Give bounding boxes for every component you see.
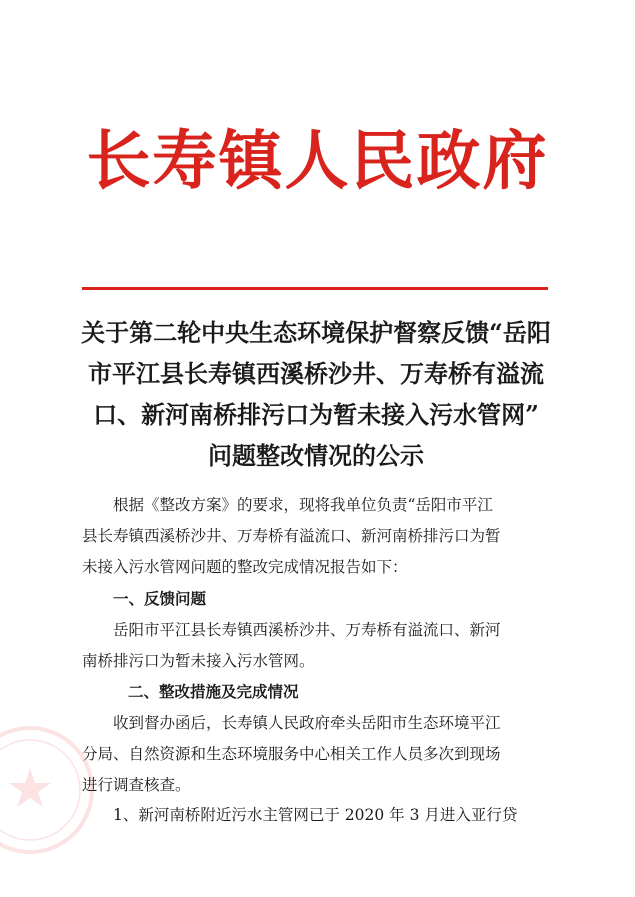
section-heading-feedback: 一、反馈问题 [113,590,207,608]
paragraph-line: 县长寿镇西溪桥沙井、万寿桥有溢流口、新河南桥排污口为暂 [82,527,501,545]
measures-item-1 [82,800,552,831]
document-title [76,312,556,476]
paragraph-line: 南桥排污口为暂未接入污水管网。 [82,652,315,670]
paragraph-line: 岳阳市平江县长寿镇西溪桥沙井、万寿桥有溢流口、新河 [113,621,501,639]
feedback-paragraph [82,615,552,677]
paragraph-line: 分局、自然资源和生态环境服务中心相关工作人员多次到现场 [82,745,501,763]
title-line: 口、新河南桥排污口为暂未接入污水管网” [93,400,539,429]
title-line: 问题整改情况的公示 [208,441,424,470]
section-heading-measures: 二、整改措施及完成情况 [128,683,299,701]
paragraph-line: 根据《整改方案》的要求，现将我单位负责“岳阳市平江 [113,496,493,514]
title-line: 市平江县长寿镇西溪桥沙井、万寿桥有溢流 [88,359,544,388]
title-line: 关于第二轮中央生态环境保护督察反馈“岳阳 [81,318,551,347]
issuer-name: 长寿镇人民政府 [86,124,549,199]
red-divider-rule [82,287,548,290]
paragraph-line: 收到督办函后，长寿镇人民政府牵头岳阳市生态环境平江 [113,714,501,732]
official-seal-icon [0,720,100,860]
paragraph-line: 1、新河南桥附近污水主管网已于 2020 年 3 月进入亚行贷 [113,806,518,824]
issuer-header [0,120,635,204]
intro-paragraph [82,490,552,583]
paragraph-line: 未接入污水管网问题的整改完成情况报告如下： [82,558,408,576]
paragraph-line: 进行调查核查。 [82,776,191,794]
measures-paragraph [82,708,552,801]
